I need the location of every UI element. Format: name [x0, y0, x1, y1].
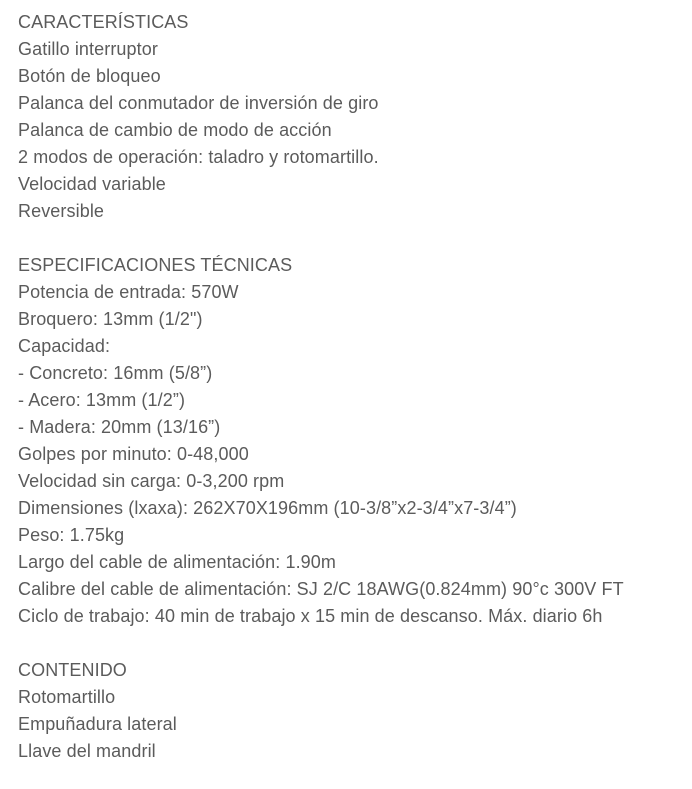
- spec-item: Golpes por minuto: 0-48,000: [18, 444, 249, 464]
- feature-item: 2 modos de operación: taladro y rotomartillo.: [18, 147, 379, 167]
- specs-heading: ESPECIFICACIONES TÉCNICAS: [18, 255, 293, 275]
- features-heading: CARACTERÍSTICAS: [18, 12, 189, 32]
- spec-item: Calibre del cable de alimentación: SJ 2/C 18AWG(0.824mm) 90°c 300V FT: [18, 579, 624, 599]
- feature-item: Gatillo interruptor: [18, 39, 158, 59]
- feature-item: Palanca del conmutador de inversión de giro: [18, 93, 379, 113]
- features-section: [18, 9, 688, 225]
- feature-item: Velocidad variable: [18, 174, 166, 194]
- product-description: [18, 9, 688, 765]
- contents-item: Empuñadura lateral: [18, 714, 177, 734]
- contents-section: [18, 657, 688, 765]
- specs-section: [18, 252, 688, 630]
- spec-item: - Acero: 13mm (1/2”): [18, 390, 186, 410]
- spec-item: Dimensiones (lxaxa): 262X70X196mm (10-3/8”x2-3/4”x7-3/4”): [18, 498, 517, 518]
- feature-item: Botón de bloqueo: [18, 66, 161, 86]
- contents-item: Rotomartillo: [18, 687, 116, 707]
- feature-item: Reversible: [18, 201, 105, 221]
- feature-item: Palanca de cambio de modo de acción: [18, 120, 332, 140]
- spec-item: Potencia de entrada: 570W: [18, 282, 239, 302]
- spec-item: Velocidad sin carga: 0-3,200 rpm: [18, 471, 285, 491]
- spec-item: - Concreto: 16mm (5/8”): [18, 363, 213, 383]
- spec-item: Broquero: 13mm (1/2"): [18, 309, 203, 329]
- spec-item: Capacidad:: [18, 336, 111, 356]
- contents-item: Llave del mandril: [18, 741, 156, 761]
- contents-heading: CONTENIDO: [18, 660, 127, 680]
- spec-item: Peso: 1.75kg: [18, 525, 125, 545]
- spec-item: - Madera: 20mm (13/16”): [18, 417, 221, 437]
- spec-item: Ciclo de trabajo: 40 min de trabajo x 15 min de descanso. Máx. diario 6h: [18, 606, 603, 626]
- spec-item: Largo del cable de alimentación: 1.90m: [18, 552, 336, 572]
